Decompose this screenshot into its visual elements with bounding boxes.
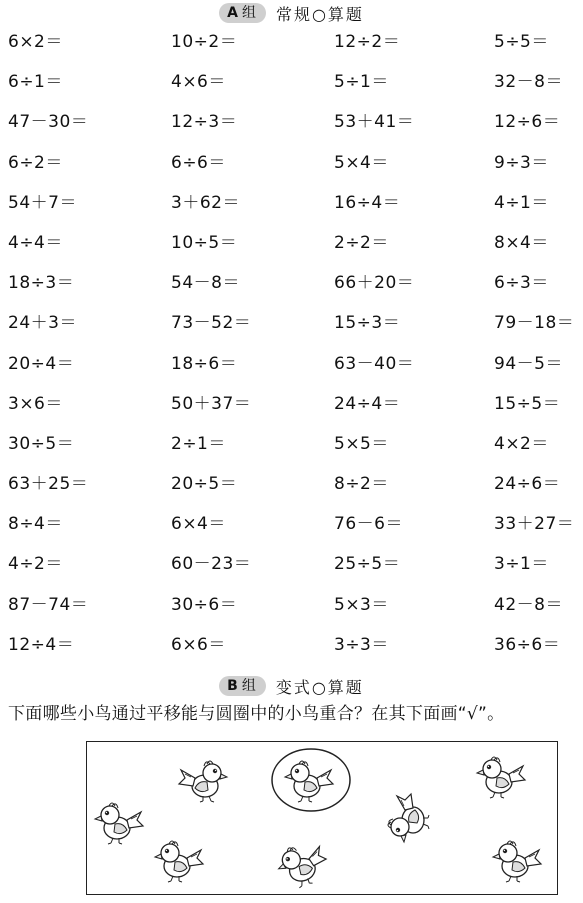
problem-item: 8×4＝ — [494, 232, 549, 253]
problem-item: 24＋3＝ — [8, 313, 77, 334]
problem-item: 12÷2＝ — [334, 32, 401, 52]
group-b-title: 变式○算题 — [275, 677, 364, 697]
problem-item: 36÷6＝ — [494, 634, 561, 655]
problem-item: 6×4＝ — [171, 514, 226, 535]
bird-2 — [179, 761, 227, 802]
problem-item: 6×6＝ — [171, 634, 226, 655]
bird-8 — [493, 841, 541, 882]
problem-item: 94－5＝ — [494, 353, 563, 374]
group-a-letter: A — [227, 5, 238, 21]
problem-item: 42－8＝ — [494, 594, 563, 615]
problem-item: 6×2＝ — [8, 32, 63, 52]
problem-item: 4×2＝ — [494, 433, 549, 454]
problem-item: 20÷4＝ — [8, 353, 75, 374]
problem-item: 6÷6＝ — [171, 152, 226, 173]
bird-illustration — [87, 742, 559, 896]
bird-4 — [388, 794, 429, 842]
problem-item: 10÷5＝ — [171, 232, 238, 253]
problem-item: 63－40＝ — [334, 353, 415, 374]
problem-item: 12÷3＝ — [171, 112, 238, 133]
problem-item: 5÷5＝ — [494, 32, 549, 52]
problem-item: 18÷6＝ — [171, 353, 238, 374]
problem-item: 15÷3＝ — [334, 313, 401, 334]
problem-item: 87－74＝ — [8, 594, 89, 615]
problem-item: 73－52＝ — [171, 313, 252, 334]
problem-item: 66＋20＝ — [334, 273, 415, 294]
problem-item: 32－8＝ — [494, 72, 563, 93]
problem-item: 54＋7＝ — [8, 192, 77, 213]
problem-item: 53＋41＝ — [334, 112, 415, 133]
problem-item: 24÷4＝ — [334, 393, 401, 414]
group-b-header — [0, 675, 583, 697]
problem-item: 4÷2＝ — [8, 554, 63, 575]
bird-3-circled — [285, 761, 333, 802]
bird-1 — [95, 803, 143, 844]
problem-item: 79－18＝ — [494, 313, 575, 334]
problem-item: 47－30＝ — [8, 112, 89, 133]
group-b-letter: B — [227, 678, 238, 694]
problem-item: 4×6＝ — [171, 72, 226, 93]
problem-item: 18÷3＝ — [8, 273, 75, 294]
problem-item: 12÷4＝ — [8, 634, 75, 655]
problem-item: 3÷1＝ — [494, 554, 549, 575]
problem-item: 25÷5＝ — [334, 554, 401, 575]
problem-item: 50＋37＝ — [171, 393, 252, 414]
problem-item: 12÷6＝ — [494, 112, 561, 133]
problem-item: 10÷2＝ — [171, 32, 238, 52]
group-a-badge — [219, 3, 266, 23]
problem-item: 33＋27＝ — [494, 514, 575, 535]
problem-item: 30÷6＝ — [171, 594, 238, 615]
problem-item: 16÷4＝ — [334, 192, 401, 213]
group-a-badge-text: 组 — [241, 5, 256, 21]
problem-item: 2÷2＝ — [334, 232, 389, 253]
group-b-badge-text: 组 — [241, 678, 256, 694]
problem-item: 8÷4＝ — [8, 514, 63, 535]
problem-item: 3×6＝ — [8, 393, 63, 414]
problem-item: 5×4＝ — [334, 152, 389, 173]
problem-item: 54－8＝ — [171, 273, 240, 294]
problem-item: 63＋25＝ — [8, 474, 89, 495]
problem-item: 30÷5＝ — [8, 433, 75, 454]
problem-item: 5×5＝ — [334, 433, 389, 454]
bird-6 — [155, 841, 203, 882]
group-b-instruction: 下面哪些小鸟通过平移能与圆圈中的小鸟重合？在其下面画“√”。 — [8, 704, 505, 724]
problem-item: 6÷3＝ — [494, 273, 549, 294]
problem-item: 5÷1＝ — [334, 72, 389, 93]
problem-item: 4÷1＝ — [494, 192, 549, 213]
problem-item: 3÷3＝ — [334, 634, 389, 655]
group-a-title: 常规○算题 — [275, 4, 364, 24]
bird-picture-box — [86, 741, 558, 895]
problem-item: 20÷5＝ — [171, 474, 238, 495]
problem-item: 6÷2＝ — [8, 152, 63, 173]
group-a-header — [0, 2, 583, 24]
problem-item: 15÷5＝ — [494, 393, 561, 414]
problem-item: 4÷4＝ — [8, 232, 63, 253]
problem-item: 8÷2＝ — [334, 474, 389, 495]
bird-5 — [477, 757, 525, 798]
problem-item: 2÷1＝ — [171, 433, 226, 454]
problem-grid — [8, 22, 583, 665]
problem-item: 6÷1＝ — [8, 72, 63, 93]
bird-7 — [273, 837, 332, 892]
problem-item: 3＋62＝ — [171, 192, 240, 213]
problem-item: 5×3＝ — [334, 594, 389, 615]
problem-item: 9÷3＝ — [494, 152, 549, 173]
group-b-badge — [219, 676, 266, 696]
problem-item: 24÷6＝ — [494, 474, 561, 495]
problem-item: 60－23＝ — [171, 554, 252, 575]
problem-item: 76－6＝ — [334, 514, 403, 535]
